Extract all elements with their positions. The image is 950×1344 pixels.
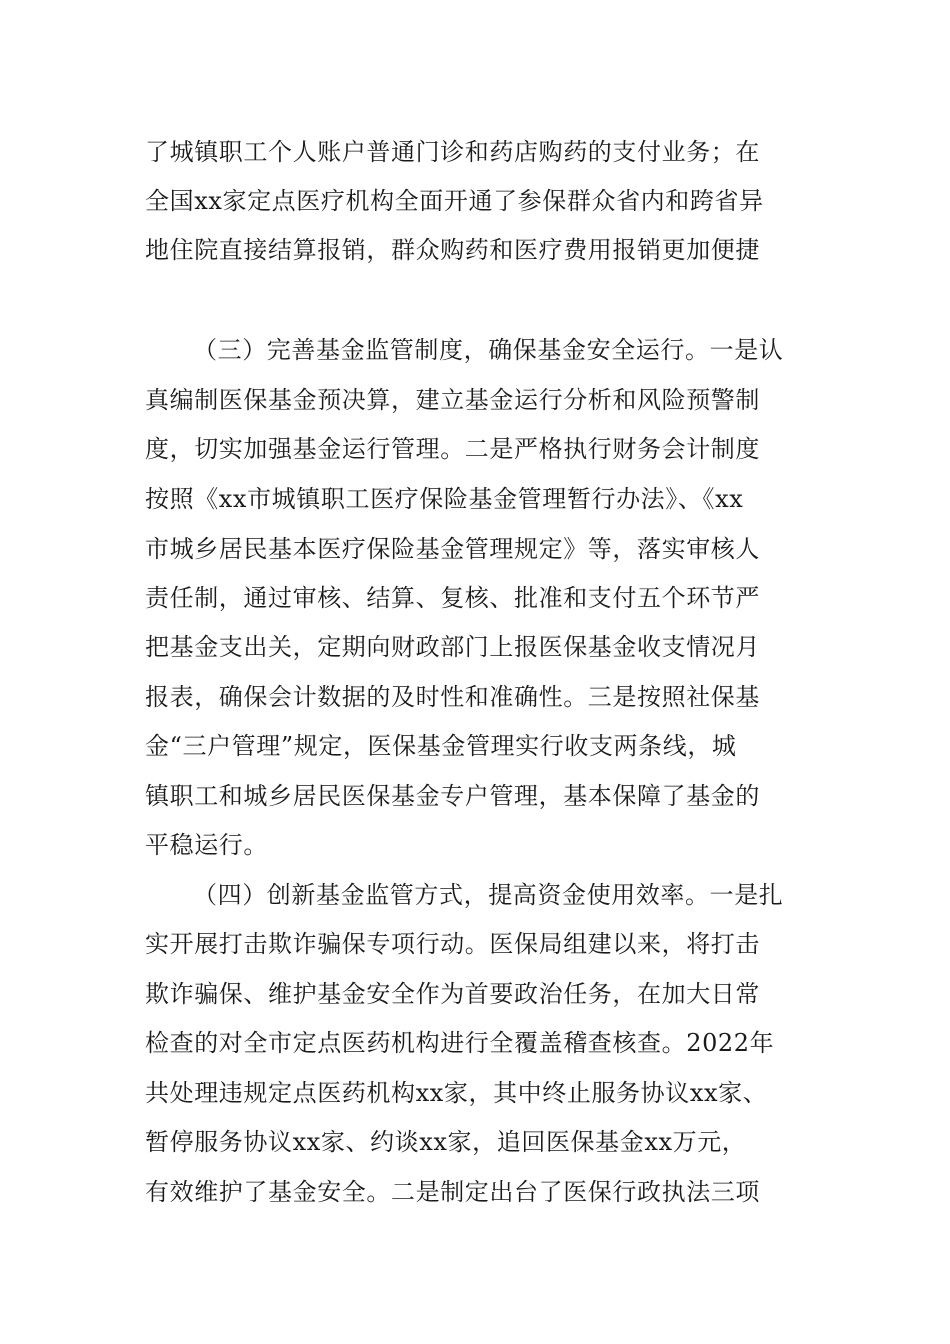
paragraph-3-heading-line: （三）完善基金监管制度，确保基金安全运行。一是认 [193,336,784,364]
text-line: 欺诈骗保、维护基金安全作为首要政治任务，在加大日常 [145,980,760,1008]
text-line: 真编制医保基金预决算，建立基金运行分析和风险预警制 [145,386,760,414]
text-line: 共处理违规定点医药机构xx家，其中终止服务协议xx家、 [145,1079,768,1107]
text-line: 检查的对全市定点医药机构进行全覆盖稽查核查。2022年 [145,1029,775,1057]
text-line: 报表，确保会计数据的及时性和准确性。三是按照社保基 [145,683,760,711]
paragraph-4-heading-line: （四）创新基金监管方式，提高资金使用效率。一是扎 [193,881,784,909]
text-line: 把基金支出关，定期向财政部门上报医保基金收支情况月 [145,633,760,661]
text-line: 责任制，通过审核、结算、复核、批准和支付五个环节严 [145,584,760,612]
text-line: 全国xx家定点医疗机构全面开通了参保群众省内和跨省异 [145,187,764,215]
text-line: 市城乡居民基本医疗保险基金管理规定》等，落实审核人 [145,535,760,563]
text-line: 有效维护了基金安全。二是制定出台了医保行政执法三项 [145,1178,760,1206]
text-line: 平稳运行。 [145,831,268,859]
text-line: 度，切实加强基金运行管理。二是严格执行财务会计制度 [145,435,760,463]
text-line: 暂停服务协议xx家、约谈xx家，追回医保基金xx万元， [145,1128,747,1156]
text-line: 地住院直接结算报销，群众购药和医疗费用报销更加便捷 [145,236,760,264]
text-line: 按照《xx市城镇职工医疗保险基金管理暂行办法》、《xx [145,485,744,513]
text-line: 金“三户管理”规定，医保基金管理实行收支两条线，城 [145,732,737,760]
text-line: 了城镇职工个人账户普通门诊和药店购药的支付业务；在 [145,138,760,166]
text-line: 实开展打击欺诈骗保专项行动。医保局组建以来，将打击 [145,930,760,958]
text-line: 镇职工和城乡居民医保基金专户管理，基本保障了基金的 [145,782,760,810]
